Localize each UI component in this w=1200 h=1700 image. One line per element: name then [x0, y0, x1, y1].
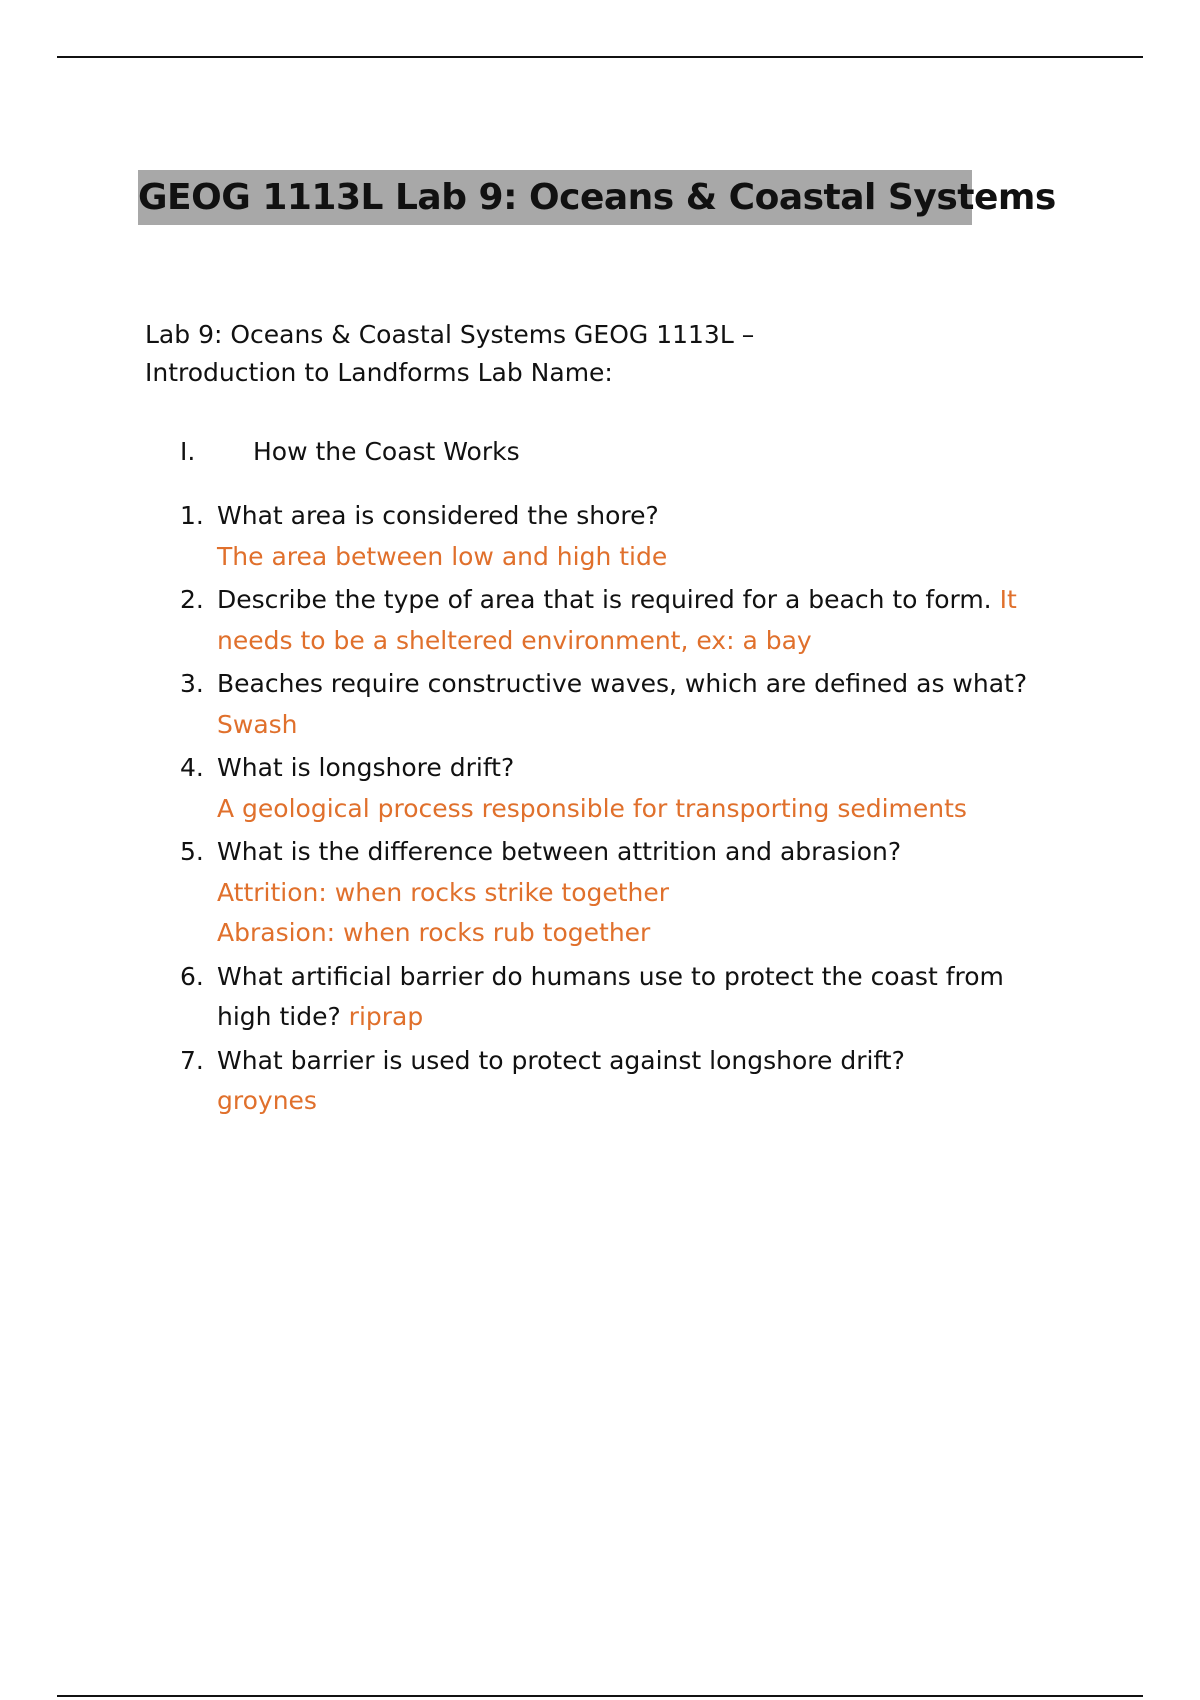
question-text: Beaches require constructive waves, which are defined as what? [217, 669, 1028, 698]
section-numeral: I. [180, 437, 196, 466]
answer-text: needs to be a sheltered environment, ex: a bay [217, 625, 812, 655]
answer-text: Swash [217, 709, 298, 739]
question-text: What artificial barrier do humans use to protect the coast from [217, 961, 1004, 991]
question-number: 5. [180, 837, 204, 866]
answer-text: The area between low and high tide [217, 541, 668, 571]
answer-text-start: It [999, 585, 1017, 614]
bottom-divider [57, 1695, 1143, 1697]
question-number: 1. [180, 501, 204, 530]
answer-text-2: Abrasion: when rocks rub together [217, 918, 651, 947]
question-item-1 [180, 496, 1080, 577]
section-heading [180, 433, 520, 471]
question-item-6 [180, 957, 1080, 1038]
question-item-2 [180, 580, 1080, 661]
question-item-7 [180, 1041, 1080, 1122]
intro-text [145, 316, 754, 392]
answer-text: Attrition: when rocks strike together [217, 877, 670, 907]
question-number: 7. [180, 1045, 204, 1075]
intro-line-2: Introduction to Landforms Lab Name: [145, 358, 613, 387]
top-divider [57, 56, 1143, 58]
question-text: What area is considered the shore? [217, 501, 659, 530]
question-list [180, 496, 1080, 1125]
question-item-4 [180, 748, 1080, 829]
question-number: 6. [180, 961, 204, 991]
question-number: 2. [180, 585, 204, 614]
question-number: 4. [180, 753, 204, 782]
question-text: Describe the type of area that is required for a beach to form. [217, 585, 992, 614]
question-text: What is longshore drift? [217, 753, 515, 782]
question-item-3 [180, 664, 1080, 745]
answer-text: riprap [348, 1002, 424, 1031]
question-text: What barrier is used to protect against longshore drift? [217, 1045, 905, 1075]
question-number: 3. [180, 669, 204, 698]
intro-line-1: Lab 9: Oceans & Coastal Systems GEOG 1113L – [145, 320, 755, 349]
section-title: How the Coast Works [253, 437, 520, 466]
answer-text: groynes [217, 1086, 317, 1115]
question-text-cont: high tide? [217, 1002, 341, 1031]
document-title: GEOG 1113L Lab 9: Oceans & Coastal Systems [138, 170, 972, 225]
answer-text: A geological process responsible for transporting sediments [217, 793, 967, 823]
question-text: What is the difference between attrition and abrasion? [217, 837, 902, 866]
question-item-5 [180, 832, 1080, 954]
